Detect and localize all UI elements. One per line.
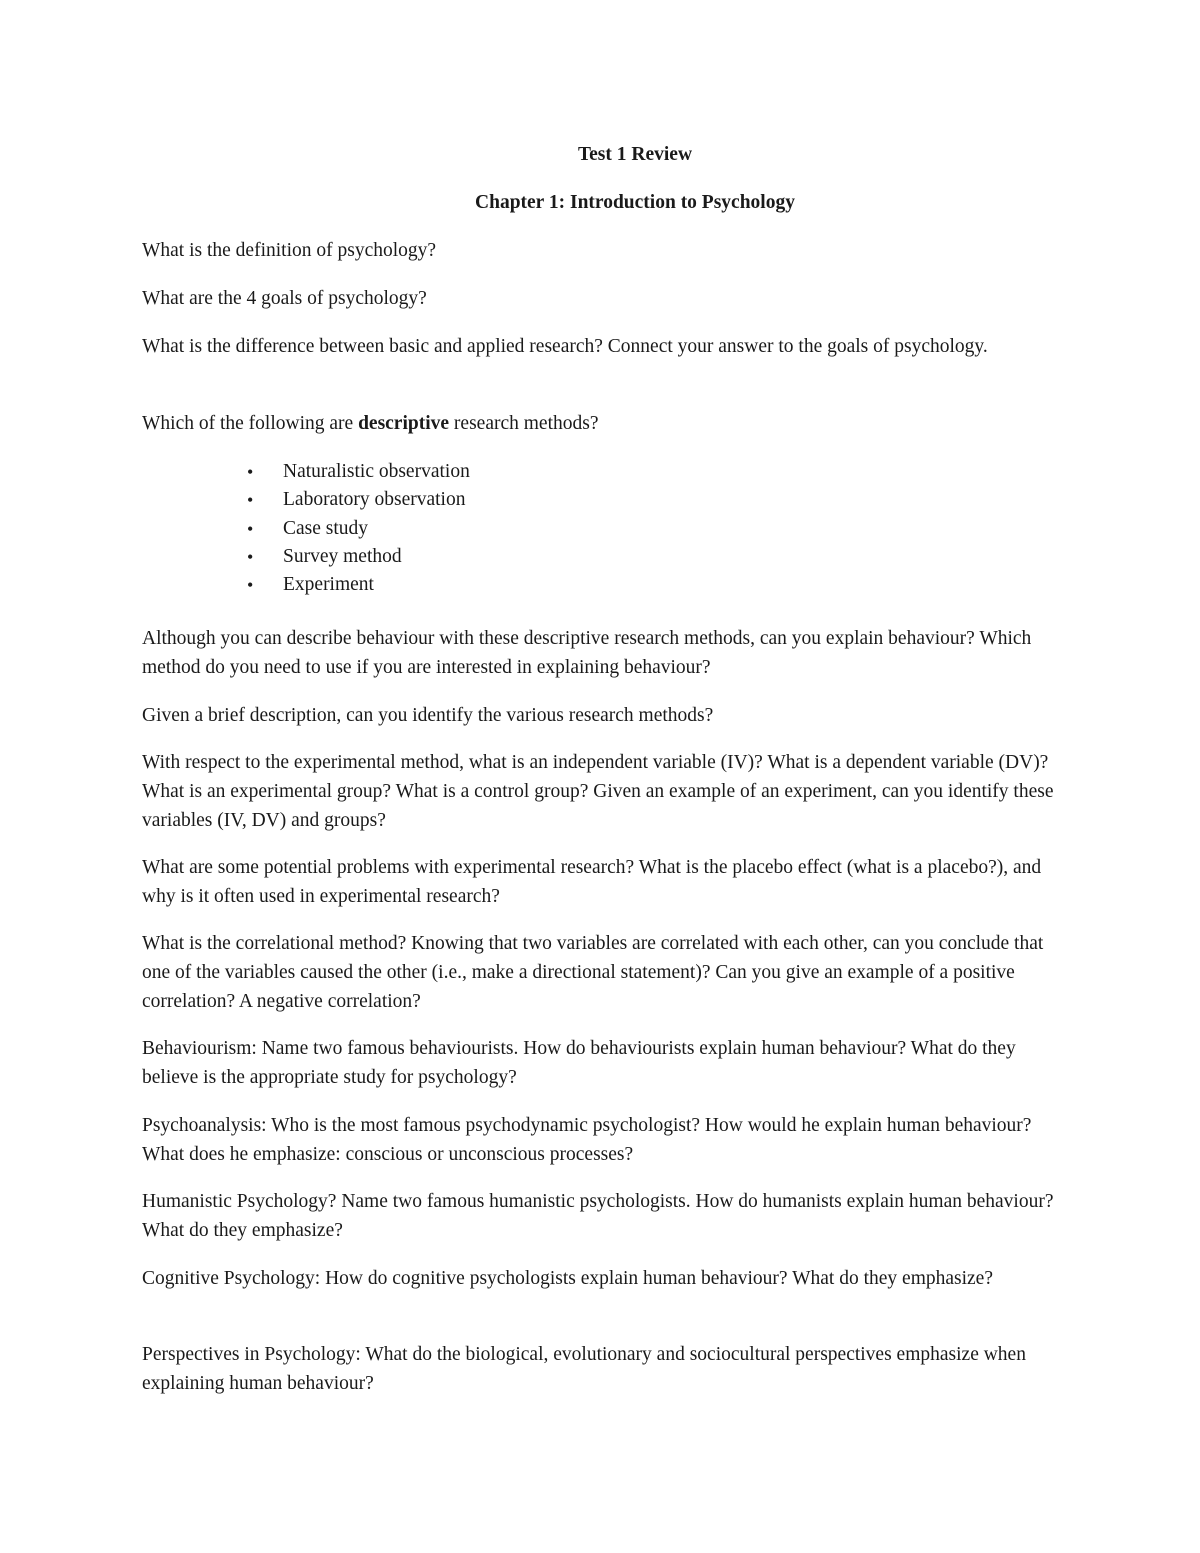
question-descriptive-text-after: research methods? — [449, 413, 599, 434]
list-item-label: Naturalistic observation — [283, 461, 470, 482]
document-title: Test 1 Review — [577, 144, 693, 165]
question-psychoanalysis: Psychoanalysis: Who is the most famous psychodynamic psychologist? How would he explain human behaviour? What does he emphasize: conscious or unconscious processes? — [142, 1115, 1032, 1165]
methods-list — [0, 458, 470, 599]
list-item — [0, 515, 470, 543]
question-goals: What are the 4 goals of psychology? — [142, 288, 427, 309]
bullet-icon: • — [247, 546, 254, 567]
question-descriptive-text-before: Which of the following are — [142, 413, 359, 434]
bullet-icon: • — [247, 490, 254, 511]
list-item — [0, 571, 470, 599]
list-item-label: Laboratory observation — [283, 489, 466, 511]
list-item — [0, 486, 470, 514]
question-correlational-method: What is the correlational method? Knowing that two variables are correlated with each other, can you conclude that one of the variables caused the other (i.e., make a directional statement)? Can you give an example of a positive correlation? A negative correlation? — [142, 933, 1044, 1012]
question-experimental-problems: What are some potential problems with experimental research? What is the placebo effect (what is a placebo?), and why is it often used in experimental research? — [142, 857, 1042, 907]
bullet-icon: • — [247, 462, 254, 482]
question-humanistic: Humanistic Psychology? Name two famous humanistic psychologists. How do humanists explain human behaviour? What do they emphasize? — [142, 1191, 1054, 1241]
bullet-icon: • — [247, 575, 254, 596]
question-identify-methods: Given a brief description, can you identify the various research methods? — [142, 705, 714, 726]
list-item-label: Case study — [283, 517, 369, 539]
question-perspectives: Perspectives in Psychology: What do the biological, evolutionary and sociocultural perspectives emphasize when explaining human behaviour? — [142, 1344, 1026, 1394]
question-definition: What is the definition of psychology? — [142, 240, 437, 261]
list-item — [0, 458, 470, 486]
question-basic-applied: What is the difference between basic and applied research? Connect your answer to the goals of psychology. — [142, 336, 988, 357]
question-cognitive: Cognitive Psychology: How do cognitive psychologists explain human behaviour? What do they emphasize? — [142, 1268, 993, 1289]
question-behaviourism: Behaviourism: Name two famous behaviourists. How do behaviourists explain human behaviour? What do they believe is the appropriate study for psychology? — [142, 1038, 1016, 1088]
chapter-heading: Chapter 1: Introduction to Psychology — [475, 192, 795, 213]
question-explaining-behaviour: Although you can describe behaviour with these descriptive research methods, can you explain behaviour? Which method do you need to use if you are interested in explaining behaviour? — [142, 628, 1032, 678]
bullet-icon: • — [247, 518, 254, 539]
list-item-label: Experiment — [283, 574, 374, 596]
list-item — [0, 543, 470, 571]
question-descriptive-methods — [142, 409, 1062, 438]
question-descriptive-bold: descriptive — [358, 413, 450, 434]
question-experimental-variables: With respect to the experimental method, what is an independent variable (IV)? What is a dependent variable (DV)? What is an experimental group? What is a control group? Given an example of an experiment, can you identify these variables (IV, DV) and groups? — [142, 752, 1054, 831]
list-item-label: Survey method — [283, 545, 402, 567]
